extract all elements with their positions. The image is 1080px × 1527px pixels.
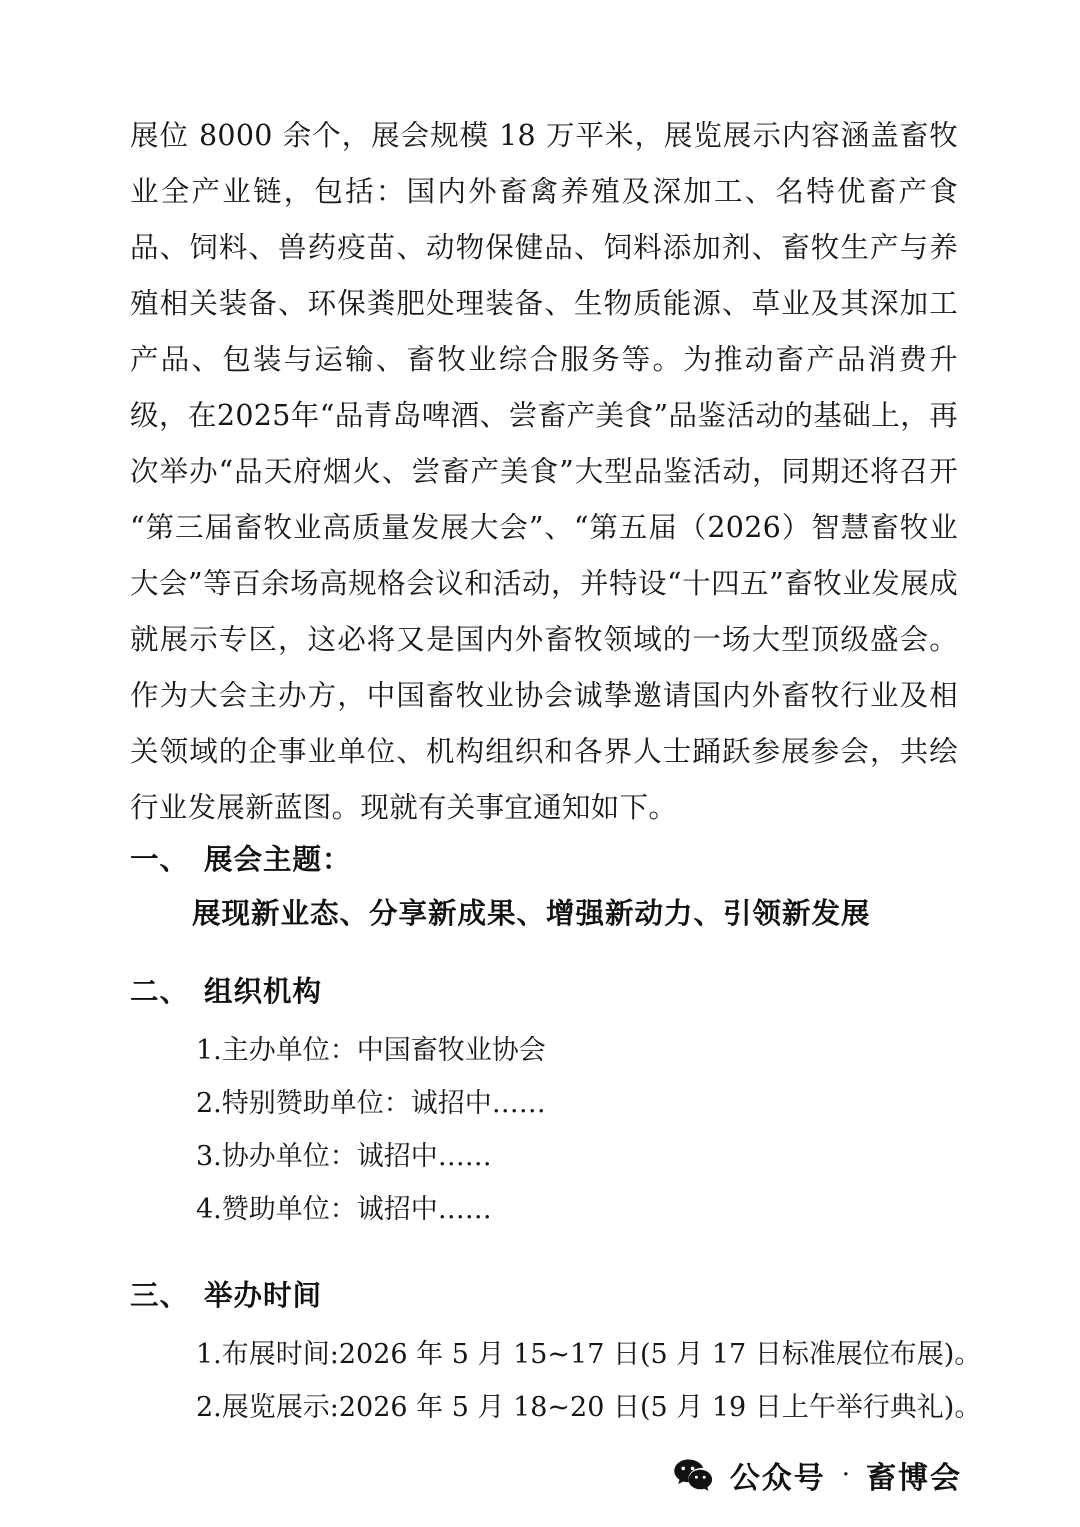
body-paragraph: 展位 8000 余个，展会规模 18 万平米，展览展示内容涵盖畜牧业全产业链，包括：国内外畜禽养殖及深加工、名特优畜产食品、饲料、兽药疫苗、动物保健品、饲料添加剂、畜牧生产与养殖相关装备、环保粪肥处理装备、生物质能源、草业及其深加工产品、包装与运输、畜牧业综合服务等。为推动畜产品消费升级，在2025年“品青岛啤酒、尝畜产美食”品鉴活动的基础上，再次举办“品天府烟火、尝畜产美食”大型品鉴活动，同期还将召开“第三届畜牧业高质量发展大会”、“第五届（2026）智慧畜牧业大会”等百余场高规格会议和活动，并特设“十四五”畜牧业发展成就展示专区，这必将又是国内外畜牧领域的一场大型顶级盛会。作为大会主办方，中国畜牧业协会诚挚邀请国内外畜牧行业及相关领域的企事业单位、机构组织和各界人士踊跃参展参会，共绘行业发展新蓝图。现就有关事宜通知如下。 xyxy=(130,119,958,824)
list-item: 2.展览展示:2026 年 5 月 18~20 日(5 月 19 日上午举行典礼)。 xyxy=(196,1392,982,1423)
section-heading-1 xyxy=(130,832,960,886)
body-paragraph-block xyxy=(130,108,958,836)
section-title-2: 组织机构 xyxy=(204,974,323,1008)
section-title-1: 展会主题： xyxy=(204,842,352,876)
page-footer xyxy=(0,1438,1080,1527)
list-item: 1.主办单位：中国畜牧业协会 xyxy=(196,1035,546,1066)
footer-content xyxy=(670,1452,962,1498)
section-number-3: 三、 xyxy=(130,1278,190,1312)
section-list-3 xyxy=(130,1328,982,1434)
list-item: 3.协办单位：诚招中…… xyxy=(196,1141,492,1172)
spacer xyxy=(130,1236,960,1258)
list-item: 4.赞助单位：诚招中…… xyxy=(196,1194,492,1225)
section-title-3: 举办时间 xyxy=(204,1278,323,1312)
section-heading-3 xyxy=(130,1268,960,1322)
wechat-icon xyxy=(670,1452,716,1498)
section-list-2 xyxy=(130,1024,960,1236)
footer-label: 公众号 xyxy=(729,1461,826,1496)
section-number-1: 一、 xyxy=(130,842,190,876)
footer-separator: · xyxy=(841,1460,850,1490)
sections-block xyxy=(130,822,982,1434)
section-subtitle-1: 展现新业态、分享新成果、增强新动力、引领新发展 xyxy=(192,896,871,930)
list-item: 2.特别赞助单位：诚招中…… xyxy=(196,1088,546,1119)
list-item: 1.布展时间:2026 年 5 月 15~17 日(5 月 17 日标准展位布展)。 xyxy=(196,1339,982,1370)
footer-account-name: 畜博会 xyxy=(866,1461,962,1496)
spacer xyxy=(130,940,960,954)
section-heading-2 xyxy=(130,964,960,1018)
section-number-2: 二、 xyxy=(130,974,190,1008)
